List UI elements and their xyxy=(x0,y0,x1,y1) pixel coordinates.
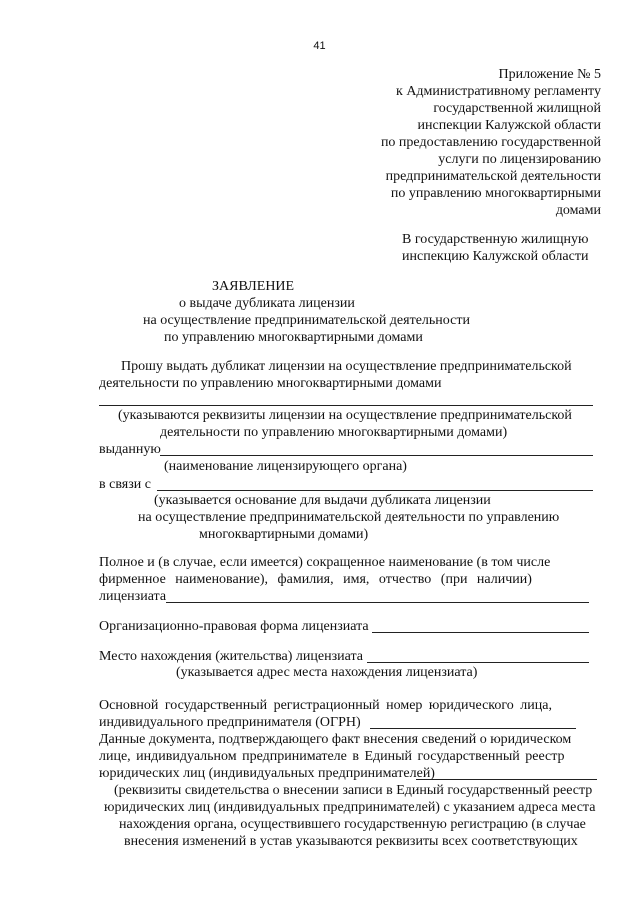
legal-form-label: Организационно-правовая форма лицензиата xyxy=(99,619,369,634)
appendix-line: по предоставлению государственной xyxy=(380,135,601,150)
legal-form-field[interactable] xyxy=(372,632,589,633)
title-subline: о выдаче дубликата лицензии xyxy=(179,296,355,311)
appendix-line: инспекции Калужской области xyxy=(417,118,601,133)
hint-text: многоквартирными домами) xyxy=(199,527,369,542)
title-subline: на осуществление предпринимательской деятельности xyxy=(143,313,470,328)
doc-text: юридических лиц (индивидуальных предпринимателей) xyxy=(99,766,435,781)
hint-text: (указывается адрес места нахождения лицензиата) xyxy=(176,665,478,680)
doc-text: Данные документа, подтверждающего факт внесения сведений о юридическом xyxy=(99,732,572,747)
issued-label: выданную xyxy=(99,442,161,457)
appendix-line: Приложение № 5 xyxy=(498,67,601,82)
addressee-line: В государственную жилищную xyxy=(402,232,589,247)
name-text: лицензиата xyxy=(99,589,167,604)
hint-text: юридических лиц (индивидуальных предпринимателей) с указанием адреса места xyxy=(104,800,596,815)
name-text: фирменное наименование), фамилия, имя, отчество (при наличии) xyxy=(99,572,532,587)
ogrn-label: индивидуального предпринимателя (ОГРН) xyxy=(99,715,361,730)
name-text: Полное и (в случае, если имеется) сокращенное наименование (в том числе xyxy=(99,555,551,570)
addressee-block xyxy=(402,231,588,265)
title-subline: по управлению многоквартирными домами xyxy=(164,330,423,345)
hint-text: (указываются реквизиты лицензии на осуществление предпринимательской xyxy=(118,408,572,423)
issuing-organ-field[interactable] xyxy=(160,455,593,456)
location-label: Место нахождения (жительства) лицензиата xyxy=(99,649,363,664)
reason-label: в связи с xyxy=(99,477,151,492)
licensee-name-field[interactable] xyxy=(166,602,589,603)
request-text: Прошу выдать дубликат лицензии на осуществление предпринимательской xyxy=(121,359,572,374)
request-line xyxy=(99,358,592,375)
reason-field[interactable] xyxy=(157,490,593,491)
appendix-line: государственной жилищной xyxy=(433,101,601,116)
location-field[interactable] xyxy=(367,662,589,663)
doc-text: лице, индивидуальном предпринимателе в Единый государственный реестр xyxy=(99,749,565,764)
hint-text: деятельности по управлению многоквартирными домами) xyxy=(160,425,508,440)
license-details-field[interactable] xyxy=(99,405,593,406)
ogrn-field[interactable] xyxy=(370,728,576,729)
ogrn-text: Основной государственный регистрационный номер юридического лица, xyxy=(99,698,552,713)
document-title: ЗАЯВЛЕНИЕ xyxy=(212,279,295,294)
registry-document-field[interactable] xyxy=(416,779,597,780)
addressee-line: инспекцию Калужской области xyxy=(402,249,589,264)
hint-text: нахождения органа, осуществившего государственную регистрацию (в случае xyxy=(119,817,586,832)
request-line: деятельности по управлению многоквартирными домами xyxy=(99,376,442,391)
hint-text: (указывается основание для выдачи дубликата лицензии xyxy=(154,493,491,508)
appendix-block xyxy=(381,66,601,219)
appendix-line: к Административному регламенту xyxy=(396,84,601,99)
hint-text: (наименование лицензирующего органа) xyxy=(164,459,407,474)
appendix-line: услуги по лицензированию xyxy=(438,152,601,167)
hint-text: внесения изменений в устав указываются реквизиты всех соответствующих xyxy=(124,834,578,849)
hint-text: на осуществление предпринимательской деятельности по управлению xyxy=(138,510,560,525)
appendix-line: домами xyxy=(555,203,601,218)
page-number: 41 xyxy=(313,40,326,52)
appendix-line: предпринимательской деятельности xyxy=(385,169,601,184)
appendix-line: по управлению многоквартирными xyxy=(390,186,601,201)
hint-text: (реквизиты свидетельства о внесении записи в Единый государственный реестр xyxy=(114,783,593,798)
